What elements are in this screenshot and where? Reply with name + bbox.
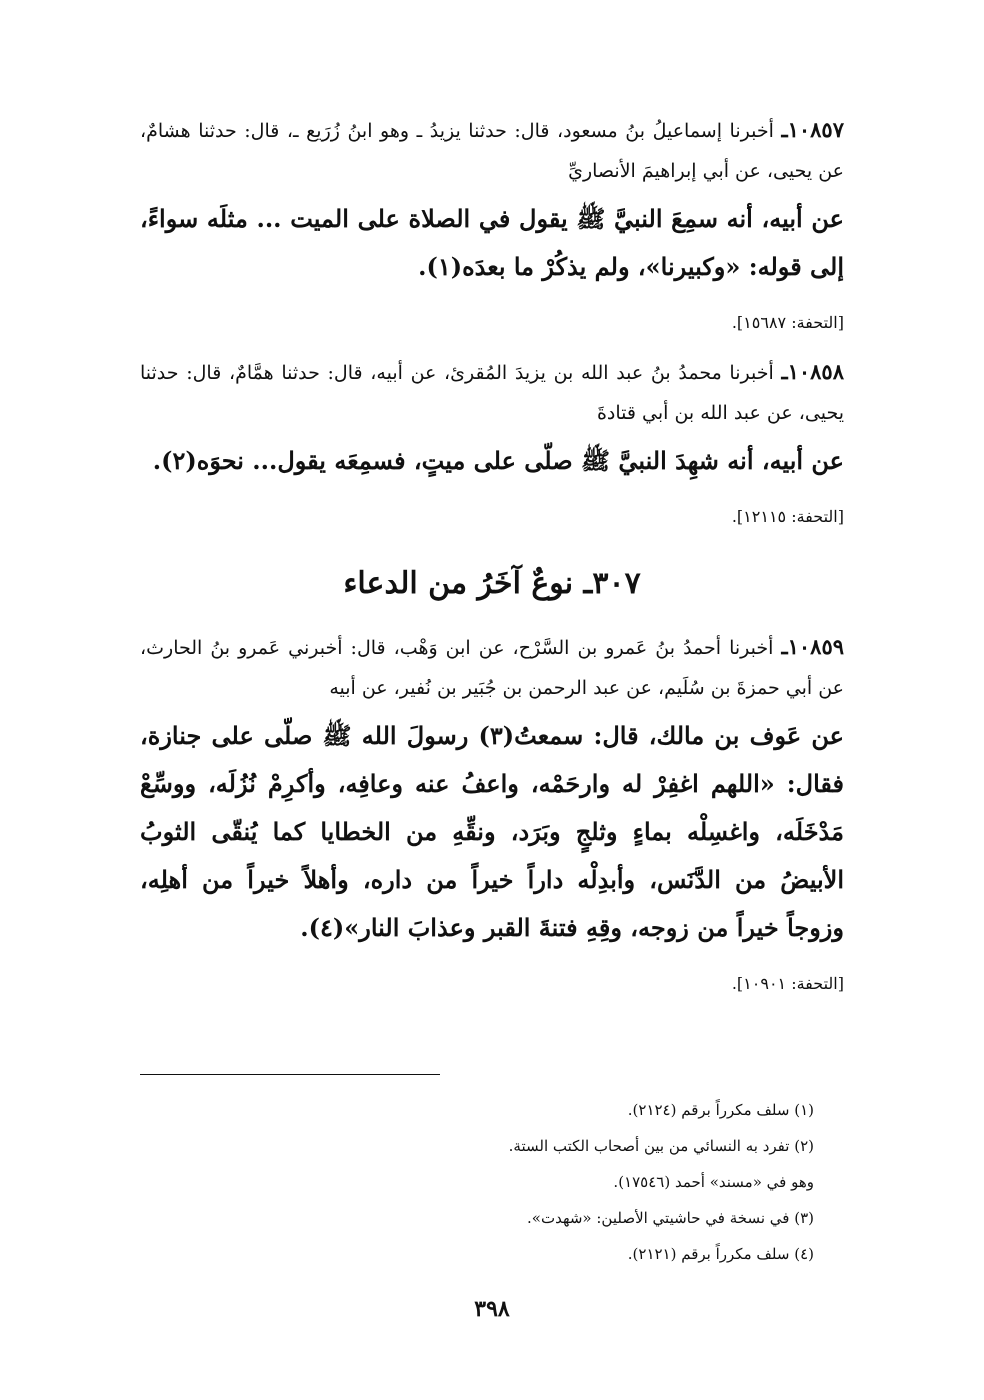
footnote-divider	[140, 1074, 440, 1075]
hadith-matn: عن أبيه، أنه شهِدَ النبيَّ ﷺ صلّى على ميتٍ، فسمِعَه يقول... نحوَه(٢).	[152, 446, 844, 475]
page-body	[140, 110, 844, 1013]
hadith-number: ١٠٨٥٧ـ	[781, 117, 844, 142]
hadith-matn: عن أبيه، أنه سمِعَ النبيَّ ﷺ يقول في الصلاة على الميت ... مثلَه سواءً، إلى قوله: «وكبيرنا»، ولم يذكُرْ ما بعدَه(١).	[140, 204, 844, 281]
page-number: ٣٩٨	[474, 1296, 510, 1322]
footnote: (٤) سلف مكرراً برقم (٢١٢١).	[627, 1245, 814, 1263]
footnote: (١) سلف مكرراً برقم (٢١٢٤).	[627, 1101, 814, 1119]
isnad-text: أخبرنا محمدُ بنُ عبد الله بن يزيدَ المُقرئ، عن أبيه، قال: حدثنا همَّامٌ، قال: حدثنا يحيى، عن عبد الله بن أبي قتادةَ	[140, 362, 844, 424]
isnad-text: أخبرنا أحمدُ بنُ عَمرو بن السَّرْح، عن ابن وَهْب، قال: أخبرني عَمرو بنُ الحارث، عن أبي حمزةَ بن سُلَيم، عن عبد الرحمن بن جُبَير بن نُفير، عن أبيه	[140, 637, 844, 699]
tuhfa-reference: [التحفة: ١٢١١٥].	[731, 507, 844, 526]
hadith-isnad	[140, 627, 844, 708]
tuhfa-reference: [التحفة: ١٥٦٨٧].	[731, 313, 844, 332]
chapter-title: ٣٠٧ـ نوعٌ آخَرُ من الدعاء	[343, 566, 641, 601]
footnote: وهو في «مسند» أحمد (١٧٥٤٦).	[613, 1173, 814, 1191]
footnotes	[140, 1092, 814, 1272]
hadith-number: ١٠٨٥٨ـ	[781, 359, 844, 384]
hadith-matn: عن عَوف بن مالك، قال: سمعتُ(٣) رسولَ الله ﷺ صلّى على جنازة، فقال: «اللهم اغفِرْ له وارحَمْه، واعفُ عنه وعافِه، وأكرِمْ نُزُلَه، ووسِّعْ مَدْخَلَه، واغسِلْه بماءٍ وثلجٍ وبَرَد، ونقِّهِ من الخطايا كما يُنقّى الثوبُ الأبيضُ من الدَّنَس، وأبدِلْه داراً خيراً من داره، وأهلاً خيراً من أهلِه، وزوجاً خيراً من زوجه، وقِهِ فتنةَ القبر وعذابَ النار»(٤).	[140, 721, 845, 942]
hadith-number: ١٠٨٥٩ـ	[781, 634, 845, 659]
footnote: (٣) في نسخة في حاشيتي الأصلين: «شهدت».	[527, 1209, 814, 1227]
isnad-text: أخبرنا إسماعيلُ بنُ مسعود، قال: حدثنا يزيدُ ـ وهو ابنُ زُرَيع ـ، قال: حدثنا هشامٌ، عن يحيى، عن أبي إبراهيمَ الأنصاريِّ	[140, 120, 844, 182]
hadith-10857	[140, 110, 844, 332]
footnote: (٢) تفرد به النسائي من بين أصحاب الكتب الستة.	[508, 1137, 814, 1155]
hadith-isnad	[140, 110, 844, 191]
tuhfa-reference: [التحفة: ١٠٩٠١].	[731, 974, 844, 993]
hadith-isnad	[140, 352, 844, 433]
hadith-10859	[140, 627, 844, 993]
hadith-10858	[140, 352, 844, 526]
